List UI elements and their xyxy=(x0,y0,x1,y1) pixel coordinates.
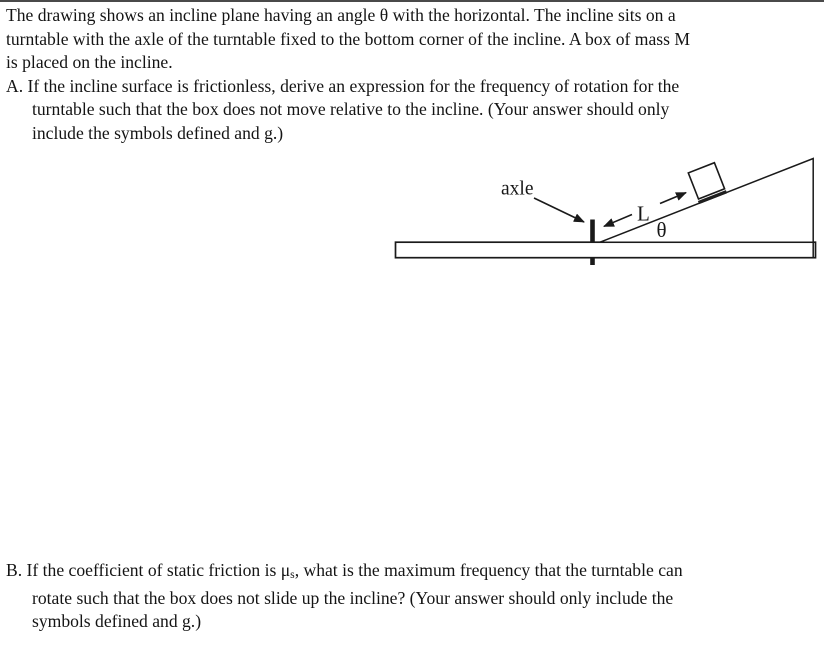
part-a-line-1: A. If the incline surface is frictionless, derive an expression for the frequency of rotation for the xyxy=(6,75,680,96)
turntable-rect xyxy=(396,242,816,258)
intro-line-2: turntable with the axle of the turntable fixed to the bottom corner of the incline. A box of mass M xyxy=(6,28,691,49)
part-a-line-3: include the symbols defined and g.) xyxy=(32,122,284,143)
intro-line-3: is placed on the incline. xyxy=(6,52,173,73)
part-b-line-2: rotate such that the box does not slide up the incline? (Your answer should only include the xyxy=(32,587,674,608)
problem-statement xyxy=(6,4,690,146)
length-arrow-right xyxy=(660,193,686,204)
length-arrow-left xyxy=(604,215,632,227)
mu-subscript: s xyxy=(290,568,295,582)
incline-turntable-diagram xyxy=(388,140,824,275)
intro-line-1: The drawing shows an incline plane having an angle θ with the horizontal. The incline sits on a xyxy=(6,5,676,25)
scan-edge-artifact xyxy=(0,0,824,2)
part-b-line-3: symbols defined and g.) xyxy=(32,611,202,632)
part-a-line-2: turntable such that the box does not move relative to the incline. (Your answer should only xyxy=(32,99,670,120)
part-b-statement xyxy=(6,559,683,634)
axle-pointer-arrow xyxy=(534,198,584,222)
part-b-line-1-after-sub: , what is the maximum frequency that the turntable can xyxy=(294,560,683,580)
part-b-line-1-before-sub: B. If the coefficient of static friction is μ xyxy=(6,560,291,580)
angle-label: θ xyxy=(656,218,667,242)
part-b-line-1 xyxy=(6,559,683,587)
length-label: L xyxy=(637,201,650,226)
axle-label: axle xyxy=(501,178,534,200)
